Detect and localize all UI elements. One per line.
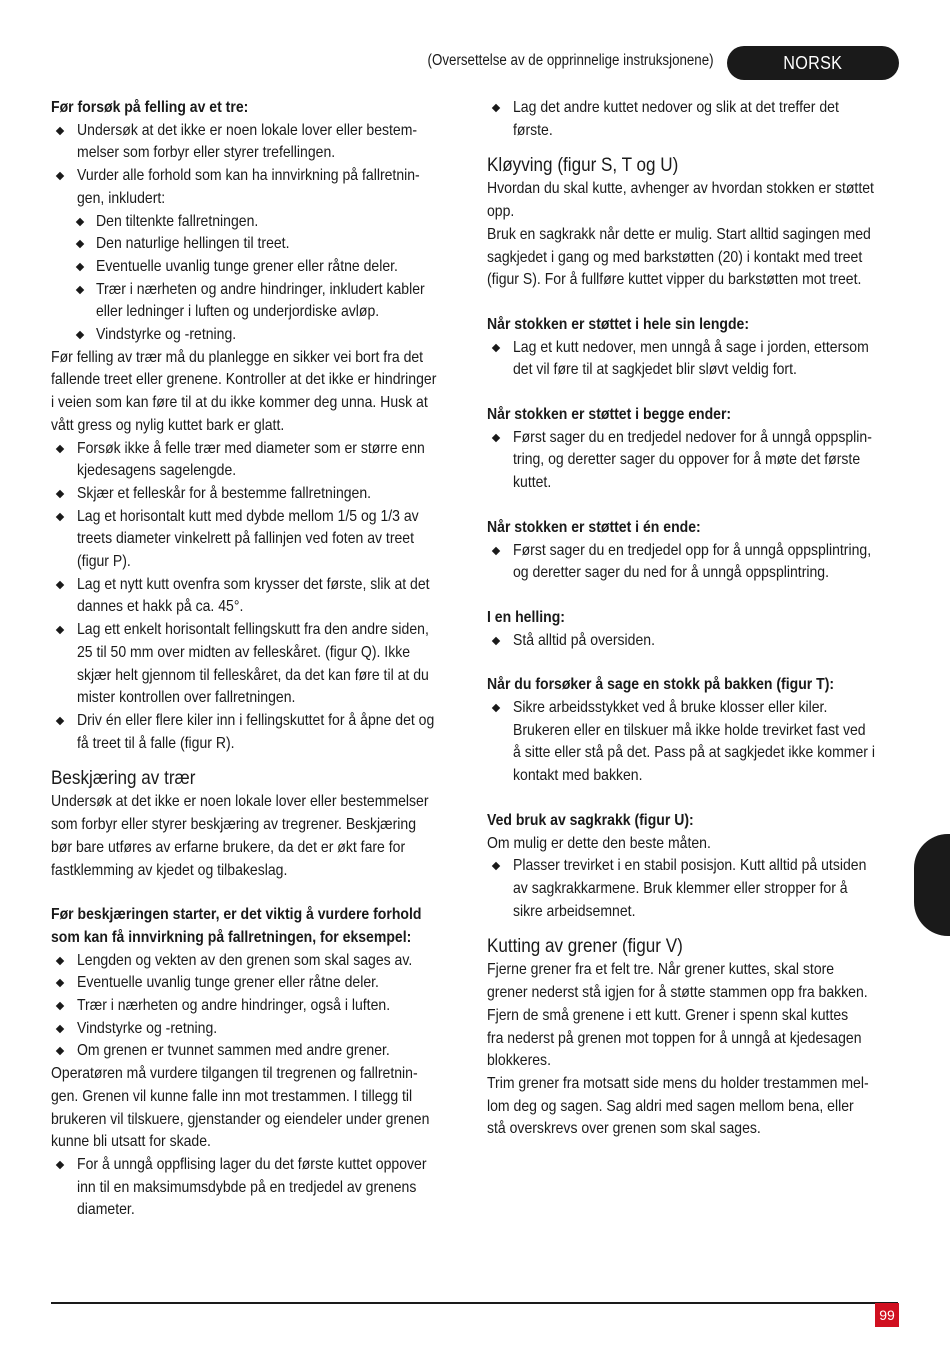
list-item: Lag det andre kuttet nedover og slik at det treffer det første. bbox=[487, 97, 899, 142]
diamond-bullet-icon bbox=[76, 331, 84, 339]
diamond-bullet-icon bbox=[76, 263, 84, 271]
sub-list-item: Vindstyrke og -retning. bbox=[51, 324, 463, 347]
subsection-title: Før beskjæringen starter, er det viktig å vurdere forhold som kan få innvirkning på fallretningen, for eksempel: bbox=[51, 906, 422, 946]
diamond-bullet-icon bbox=[56, 1002, 64, 1010]
list-item: Vurder alle forhold som kan ha innvirkning på fallretnin- gen, inkludert: bbox=[51, 165, 463, 210]
section-heading: Kutting av grener (figur V) bbox=[487, 936, 683, 958]
list-item: Stå alltid på oversiden. bbox=[487, 630, 899, 653]
diamond-bullet-icon bbox=[56, 490, 64, 498]
diamond-bullet-icon bbox=[56, 172, 64, 180]
paragraph: Undersøk at det ikke er noen lokale lover eller bestemmelser som forbyr eller styrer beskjæring av tregrener. Beskjæring bør bare utføres av erfarne brukere, da det er økt fare for fastklemming av kjedet og tilbakeslag. bbox=[51, 793, 429, 879]
diamond-bullet-icon bbox=[492, 104, 500, 112]
footer-rule bbox=[51, 1302, 898, 1304]
list-item: For å unngå oppflising lager du det første kuttet oppover inn til en maksimumsdybde på en tredjedel av grenens diameter. bbox=[51, 1154, 463, 1222]
sub-list-item: Eventuelle uvanlig tunge grener eller råtne deler. bbox=[51, 256, 463, 279]
list-item: Lengden og vekten av den grenen som skal sages av. bbox=[51, 950, 463, 973]
paragraph: Operatøren må vurdere tilgangen til tregrenen og fallretnin- gen. Grenen vil kunne falle inn mot trestammen. I tillegg til brukeren vil tilskuere, gjenstander og eiendeler under grenen kunne bli utsatt for skade. bbox=[51, 1065, 430, 1151]
list-item: Driv én eller flere kiler inn i fellingskuttet for å åpne det og få treet til å falle (figur R). bbox=[51, 710, 463, 755]
sub-list-item: Den naturlige hellingen til treet. bbox=[51, 233, 463, 256]
subsection-title: I en helling: bbox=[487, 608, 565, 626]
list-item: Lag et horisontalt kutt med dybde mellom 1/5 og 1/3 av treets diameter vinkelrett på fallinjen ved foten av treet (figur P). bbox=[51, 506, 463, 574]
diamond-bullet-icon bbox=[492, 343, 500, 351]
list-item: Om grenen er tvunnet sammen med andre grener. bbox=[51, 1040, 463, 1063]
diamond-bullet-icon bbox=[492, 636, 500, 644]
diamond-bullet-icon bbox=[56, 1161, 64, 1169]
diamond-bullet-icon bbox=[56, 956, 64, 964]
diamond-bullet-icon bbox=[492, 546, 500, 554]
list-item: Undersøk at det ikke er noen lokale lover eller bestem- melser som forbyr eller styrer trefellingen. bbox=[51, 120, 463, 165]
diamond-bullet-icon bbox=[56, 444, 64, 452]
diamond-bullet-icon bbox=[56, 126, 64, 134]
diamond-bullet-icon bbox=[56, 581, 64, 589]
diamond-bullet-icon bbox=[56, 979, 64, 987]
right-column bbox=[487, 97, 899, 1141]
subsection-title: Når stokken er støttet i begge ender: bbox=[487, 406, 732, 424]
list-item: Plasser trevirket i en stabil posisjon. Kutt alltid på utsiden av sagkrakkarmene. Bruk klemmer eller stropper for å sikre arbeidsemnet. bbox=[487, 855, 899, 923]
diamond-bullet-icon bbox=[56, 1047, 64, 1055]
left-column bbox=[51, 97, 463, 1222]
page-number: 99 bbox=[875, 1303, 899, 1327]
language-badge bbox=[727, 46, 899, 80]
list-item: Skjær et felleskår for å bestemme fallretningen. bbox=[51, 483, 463, 506]
subsection-title: Når stokken er støttet i én ende: bbox=[487, 518, 701, 536]
diamond-bullet-icon bbox=[56, 1024, 64, 1032]
list-item: Vindstyrke og -retning. bbox=[51, 1018, 463, 1041]
list-item: Lag ett enkelt horisontalt fellingskutt fra den andre siden, 25 til 50 mm over midten av felleskåret. (figur Q). Ikke skjær helt gjennom til felleskåret, da det kan føre til at du mister kontrollen over fallretningen. bbox=[51, 619, 463, 710]
diamond-bullet-icon bbox=[492, 433, 500, 441]
sub-list-item: Den tiltenkte fallretningen. bbox=[51, 211, 463, 234]
diamond-bullet-icon bbox=[492, 862, 500, 870]
diamond-bullet-icon bbox=[56, 626, 64, 634]
paragraph: Før felling av trær må du planlegge en sikker vei bort fra det fallende treet eller grenene. Kontroller at det ikke er hindringer i veien som kan føre til at du ikke kommer deg unna. Husk at vått gress og nylig kuttet bark er glatt. bbox=[51, 348, 437, 434]
list-item: Sikre arbeidsstykket ved å bruke klosser eller kiler. Brukeren eller en tilskuer må ikke holde trevirket fast ved å sitte eller stå på det. Pass på at sagkjedet ikke kommer i kontakt med bakken. bbox=[487, 697, 899, 788]
subsection-title: Når stokken er støttet i hele sin lengde: bbox=[487, 315, 750, 333]
sub-list-item: Trær i nærheten og andre hindringer, inkludert kabler eller ledninger i luften og underjordiske avløp. bbox=[51, 279, 463, 324]
diamond-bullet-icon bbox=[76, 240, 84, 248]
translation-note: (Oversettelse av de opprinnelige instruksjonene) bbox=[427, 52, 714, 69]
subsection-title: Ved bruk av sagkrakk (figur U): bbox=[487, 811, 694, 829]
paragraph: Fjerne grener fra et felt tre. Når grener kuttes, skal store grener nederst stå igjen for å støtte stammen opp fra bakken. Fjern de små grenene i ett kutt. Grener i spenn skal kuttes fra nederst på grenen mot toppen for å unngå at kjedesagen blokkeres. Trim grener fra motsatt side mens du holder trestammen mel- lom deg og sagen. Sag aldri med sagen mellom bena, eller stå overskrevs over grenen som skal sages. bbox=[487, 961, 869, 1138]
list-item: Først sager du en tredjedel nedover for å unngå oppsplin- tring, og deretter sager du oppover for å møte det første kuttet. bbox=[487, 427, 899, 495]
list-item: Eventuelle uvanlig tunge grener eller råtne deler. bbox=[51, 972, 463, 995]
list-item: Lag et kutt nedover, men unngå å sage i jorden, ettersom det vil føre til at sagkjedet blir sløvt veldig fort. bbox=[487, 337, 899, 382]
paragraph: Hvordan du skal kutte, avhenger av hvordan stokken er støttet opp. Bruk en sagkrakk når dette er mulig. Start alltid sagingen med sagkjedet i gang og med barkstøtten (20) i kontakt med treet (figur S). For å fullføre kuttet vipper du barkstøtten mot treet. bbox=[487, 180, 874, 289]
language-label: NORSK bbox=[783, 52, 843, 73]
section-heading: Beskjæring av trær bbox=[51, 768, 196, 790]
diamond-bullet-icon bbox=[492, 704, 500, 712]
diamond-bullet-icon bbox=[56, 717, 64, 725]
side-section-tab bbox=[914, 834, 950, 936]
diamond-bullet-icon bbox=[56, 512, 64, 520]
list-item: Lag et nytt kutt ovenfra som krysser det første, slik at det dannes et hakk på ca. 45°. bbox=[51, 574, 463, 619]
felling-title: Før forsøk på felling av et tre: bbox=[51, 99, 249, 116]
diamond-bullet-icon bbox=[76, 217, 84, 225]
paragraph: Om mulig er dette den beste måten. bbox=[487, 834, 711, 852]
list-item: Trær i nærheten og andre hindringer, også i luften. bbox=[51, 995, 463, 1018]
list-item: Først sager du en tredjedel opp for å unngå oppsplintring, og deretter sager du ned for å unngå oppsplintring. bbox=[487, 540, 899, 585]
list-item: Forsøk ikke å felle trær med diameter som er større enn kjedesagens sagelengde. bbox=[51, 438, 463, 483]
section-heading: Kløyving (figur S, T og U) bbox=[487, 155, 679, 177]
subsection-title: Når du forsøker å sage en stokk på bakken (figur T): bbox=[487, 676, 835, 694]
diamond-bullet-icon bbox=[76, 285, 84, 293]
